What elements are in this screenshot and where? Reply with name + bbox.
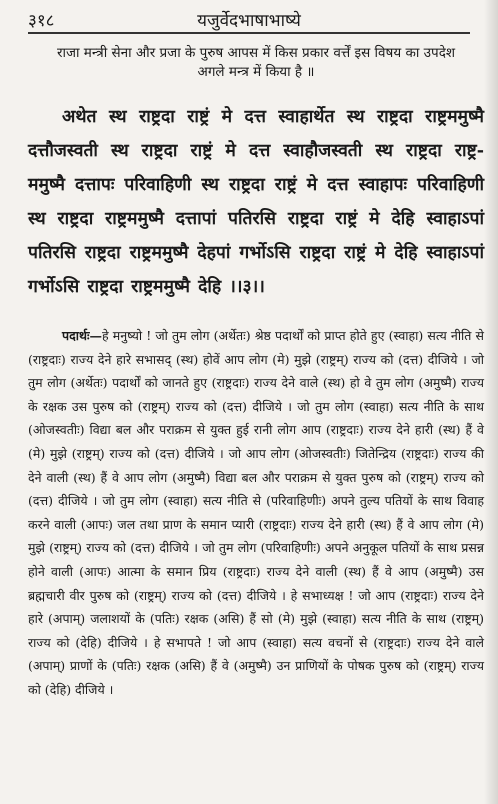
page-edge-shadow — [484, 0, 498, 804]
mantra-text — [28, 100, 484, 304]
commentary — [28, 324, 484, 702]
commentary-body: हे मनुष्यो ! जो तुम लोग (अर्थेतः) श्रेष्ठ पदार्थों को प्राप्त होते हुए (स्वाहा) सत्य नीति से (राष्ट्रदाः) राज्य देने हारे सभासद् (स्थ) होवें आप लोग (मे) मुझे (राष्ट्रम्) राज्य को (दत्त) दीजिये । जो तुम लोग (अर्थेतः) पदार्थों को जानते हुए (राष्ट्रदाः) राज्य देने वाले (स्थ) हो वे तुम लोग (अमुष्मै) राज्य के रक्षक उस पुरुष को (राष्ट्रम्) राज्य को (दत्त) दीजिये । जो तुम लोग (स्वाहा) सत्य नीति के साथ (ओजस्वतीः) विद्या बल और पराक्रम से युक्त हुई रानी लोग आप (राष्ट्रदाः) राज्य देने हारी (स्थ) हैं वे (मे) मुझे (राष्ट्रम्) राज्य को (दत्त) दीजिये । जो आप लोग (ओजस्वतीः) जितेन्द्रिय (राष्ट्रदाः) राज्य की देने वाली (स्थ) हैं वे आप लोग (अमुष्मै) विद्या बल और पराक्रम से युक्त पुरुष को (राष्ट्रम्) राज्य को (दत्त) दीजिये । जो तुम लोग (स्वाहा) सत्य नीति से (परिवाहिणीः) अपने तुल्य पतियों के साथ विवाह करने वाली (आपः) जल तथा प्राण के समान प्यारी (राष्ट्रदाः) राज्य देने हारी (स्थ) हैं वे आप लोग (मे) मुझे (राष्ट्रम्) राज्य को (दत्त) दीजिये । जो तुम लोग (परिवाहिणीः) अपने अनुकूल पतियों के साथ प्रसन्न होने वाली (आपः) आत्मा के समान प्रिय (राष्ट्रदाः) राज्य देने वाली (स्थ) हैं वे आप (अमुष्मै) उस ब्रह्मचारी वीर पुरुष को (राष्ट्रम्) राज्य को (दत्त) दीजिये । हे सभाध्यक्ष ! जो आप (राष्ट्रदाः) राज्य देने हारे (अपाम्) जलाशयों के (पतिः) रक्षक (असि) हैं सो (मे) मुझे (स्वाहा) सत्य नीति के साथ (राष्ट्रम्) राज्य को (देहि) दीजिये । हे सभापते ! जो आप (स्वाहा) सत्य वचनों से (राष्ट्रदाः) राज्य देने वाले (अपाम्) प्राणों के (पतिः) रक्षक (असि) हैं वे (अमुष्मै) उन प्राणियों के पोषक पुरुष को (राष्ट्रम्) राज्य को (देहि) दीजिये । — [28, 328, 484, 697]
running-title: यजुर्वेदभाषाभाष्ये — [197, 11, 301, 31]
introduction-text: राजा मन्त्री सेना और प्रजा के पुरुष आपस में किस प्रकार वर्त्तें इस विषय का उपदेश अगले मन्त्र में किया है ॥ — [56, 45, 456, 80]
mantra-verse: अथेत स्थ राष्ट्रदा राष्ट्रं मे दत्त स्वाहार्थेत स्थ राष्ट्रदा राष्ट्रममुष्मै दत्तौजस्वती स्थ राष्ट्रदा राष्ट्रं मे दत्त स्वाहौजस्वती स्थ राष्ट्रदा राष्ट्र- ममुष्मै दत्तापः परिवाहिणी स्थ राष्ट्रदा राष्ट्रं मे दत्त स्वाहापः परिवाहिणी स्थ राष्ट्रदा राष्ट्रममुष्मै दत्तापां पतिरसि राष्ट्रदा राष्ट्रं मे देहि स्वाहाऽपां पतिरसि राष्ट्रदा राष्ट्रममुष्मै देहपां गर्भोऽसि राष्ट्रदा राष्ट्रं मे देहि स्वाहाऽपां गर्भोऽसि राष्ट्रदा राष्ट्रममुष्मै देहि ।।३।। — [28, 107, 484, 297]
commentary-heading: पदार्थः— — [62, 328, 102, 343]
commentary-paragraph — [28, 324, 484, 702]
page-header — [28, 6, 470, 34]
page-number: ३१८ — [28, 11, 55, 31]
